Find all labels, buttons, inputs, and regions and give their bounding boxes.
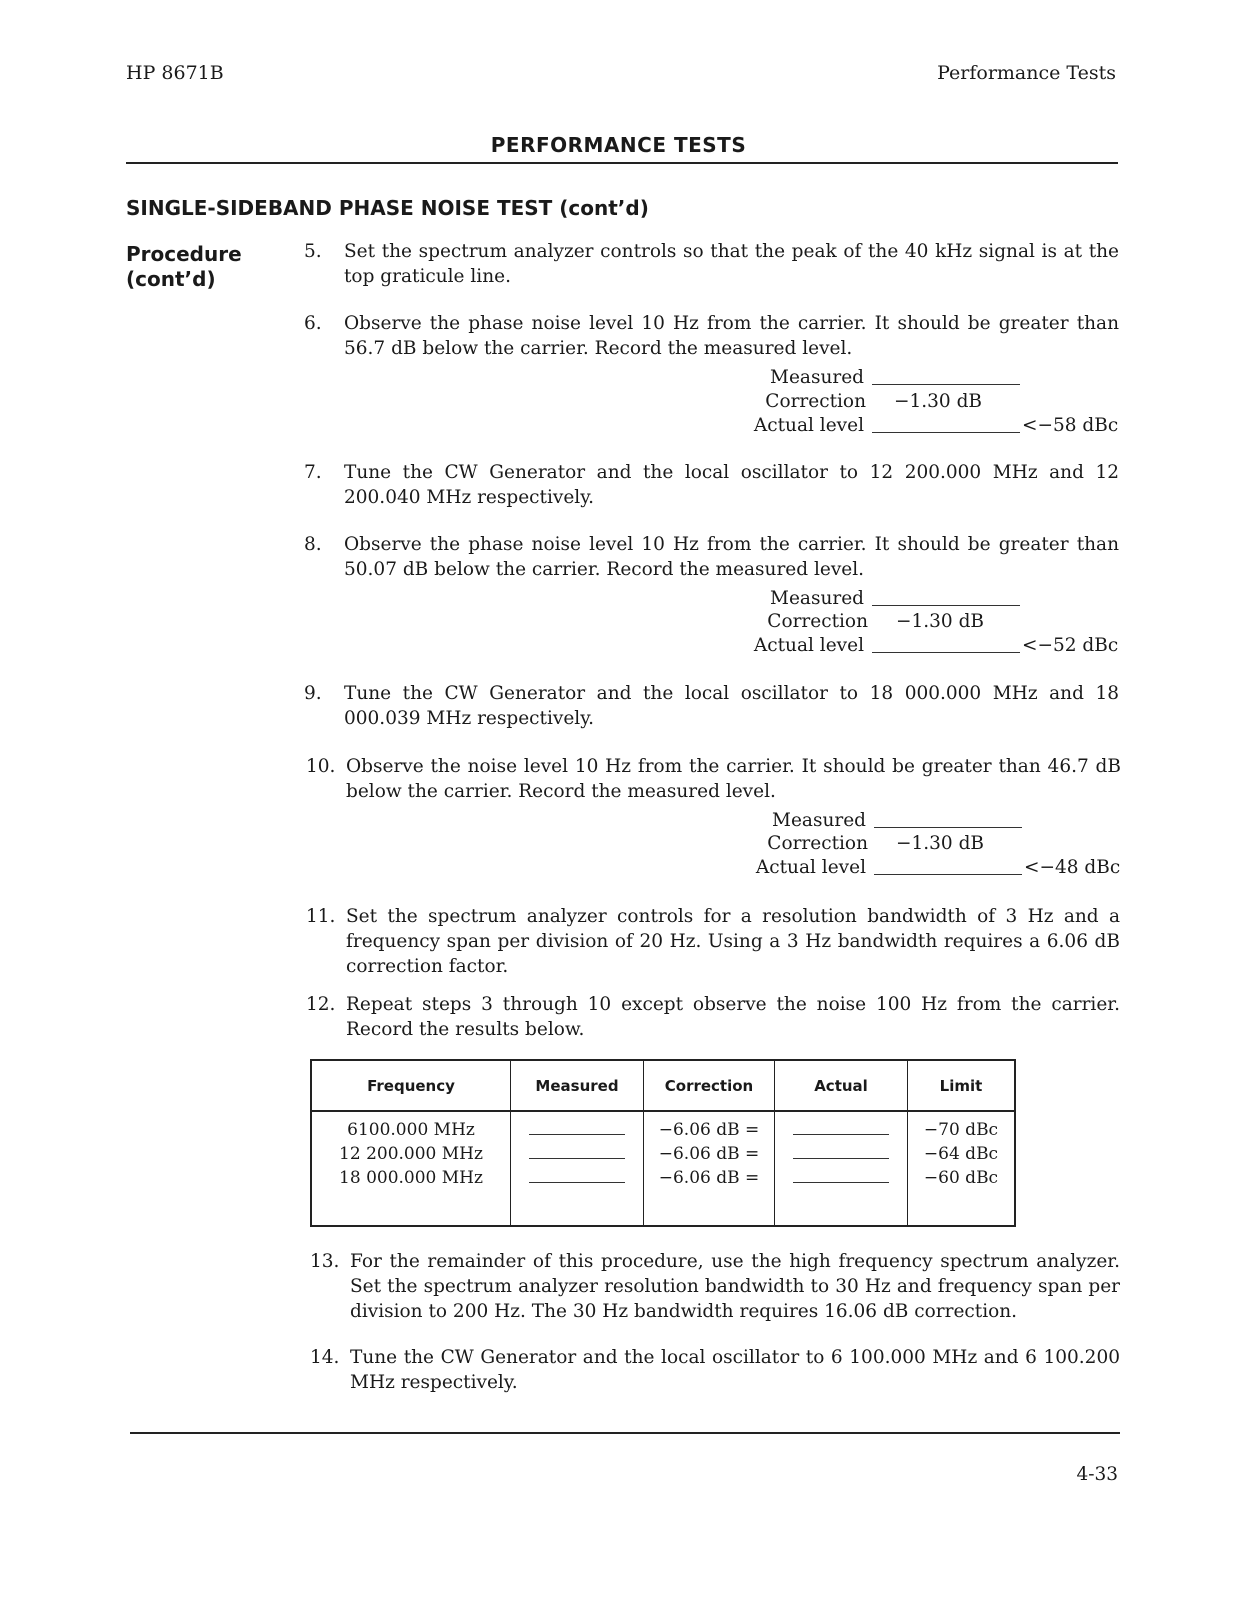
step-number: 11. bbox=[306, 906, 336, 927]
step-10 bbox=[306, 754, 1121, 804]
step-text: For the remainder of this procedure, use the high frequency spectrum analyzer. Set the spectrum analyzer resolution bandwidth to 30 Hz and frequency span per division to 200 Hz. The 30 Hz bandwidth requires 16.06 dB correction. bbox=[350, 1251, 1120, 1322]
correction-label: Correction bbox=[767, 833, 868, 854]
header-model: HP 8671B bbox=[126, 62, 224, 84]
step-text: Tune the CW Generator and the local oscillator to 18 000.000 MHz and 18 000.039 MHz respectively. bbox=[344, 683, 1119, 729]
actual-level-blank bbox=[872, 414, 1020, 433]
limit-cell bbox=[908, 1111, 1016, 1226]
correction-value: −6.06 dB = bbox=[658, 1120, 760, 1140]
step-text: Observe the noise level 10 Hz from the carrier. It should be greater than 46.7 dB below the carrier. Record the measured level. bbox=[346, 756, 1121, 802]
step-8 bbox=[304, 532, 1119, 582]
step-13 bbox=[310, 1249, 1120, 1324]
step-number: 7. bbox=[304, 462, 322, 483]
measured-blank bbox=[874, 809, 1022, 828]
step-6 bbox=[304, 311, 1119, 361]
step-number: 14. bbox=[310, 1347, 340, 1368]
step-number: 9. bbox=[304, 683, 322, 704]
actual-level-blank bbox=[872, 634, 1020, 653]
subsection-title: SINGLE-SIDEBAND PHASE NOISE TEST (cont’d) bbox=[126, 196, 649, 220]
actual-level-label: Actual level bbox=[753, 635, 864, 656]
step-7 bbox=[304, 460, 1119, 510]
measured-blank bbox=[512, 1118, 642, 1142]
correction-value: −1.30 dB bbox=[896, 611, 985, 632]
correction-value: −6.06 dB = bbox=[658, 1144, 760, 1164]
step-text: Repeat steps 3 through 10 except observe the noise 100 Hz from the carrier. Record the results below. bbox=[346, 994, 1120, 1040]
header-actual: Actual bbox=[775, 1060, 908, 1111]
measured-label: Measured bbox=[770, 588, 864, 609]
step-9 bbox=[304, 681, 1119, 731]
correction-label: Correction bbox=[765, 391, 866, 412]
step-number: 10. bbox=[306, 756, 336, 777]
step-text: Set the spectrum analyzer controls for a resolution bandwidth of 3 Hz and a frequency span per division of 20 Hz. Using a 3 Hz bandwidth requires a 6.06 dB correction factor. bbox=[346, 906, 1120, 977]
limit-value: −64 dBc bbox=[923, 1144, 999, 1164]
step-text: Observe the phase noise level 10 Hz from the carrier. It should be greater than 56.7 dB below the carrier. Record the measured level. bbox=[344, 313, 1119, 359]
measured-cell bbox=[511, 1111, 644, 1226]
step-text: Observe the phase noise level 10 Hz from the carrier. It should be greater than 50.07 dB below the carrier. Record the measured level. bbox=[344, 534, 1119, 580]
table-row bbox=[311, 1111, 1015, 1226]
frequency-value: 18 000.000 MHz bbox=[339, 1168, 483, 1188]
correction-value: −6.06 dB = bbox=[658, 1168, 760, 1188]
frequency-cell bbox=[311, 1111, 511, 1226]
step-number: 8. bbox=[304, 534, 322, 555]
limit-value: <−58 dBc bbox=[1022, 415, 1119, 436]
table-header-row bbox=[311, 1060, 1015, 1111]
section-title: PERFORMANCE TESTS bbox=[490, 133, 747, 157]
step-5 bbox=[304, 239, 1119, 289]
bottom-divider bbox=[130, 1432, 1120, 1434]
correction-label: Correction bbox=[767, 611, 868, 632]
measured-blank bbox=[512, 1142, 642, 1166]
header-frequency: Frequency bbox=[311, 1060, 511, 1111]
actual-level-label: Actual level bbox=[753, 415, 864, 436]
limit-value: <−48 dBc bbox=[1024, 857, 1121, 878]
step-number: 6. bbox=[304, 313, 322, 334]
results-table bbox=[310, 1059, 1016, 1227]
header-section: Performance Tests bbox=[937, 62, 1116, 84]
actual-blank bbox=[776, 1166, 906, 1190]
step-number: 12. bbox=[306, 994, 336, 1015]
header-correction: Correction bbox=[644, 1060, 775, 1111]
header-limit: Limit bbox=[908, 1060, 1016, 1111]
header-measured: Measured bbox=[511, 1060, 644, 1111]
actual-level-label: Actual level bbox=[755, 857, 866, 878]
measured-blank bbox=[512, 1166, 642, 1190]
page-number: 4-33 bbox=[1076, 1464, 1118, 1485]
step-11 bbox=[306, 904, 1120, 979]
step-number: 5. bbox=[304, 241, 322, 262]
step-text: Tune the CW Generator and the local oscillator to 12 200.000 MHz and 12 200.040 MHz respectively. bbox=[344, 462, 1119, 508]
step-text: Set the spectrum analyzer controls so that the peak of the 40 kHz signal is at the top graticule line. bbox=[344, 241, 1119, 287]
measured-label: Measured bbox=[770, 367, 864, 388]
limit-value: −60 dBc bbox=[923, 1168, 999, 1188]
frequency-value: 12 200.000 MHz bbox=[339, 1144, 483, 1164]
limit-value: <−52 dBc bbox=[1022, 635, 1119, 656]
actual-level-blank bbox=[874, 856, 1022, 875]
measured-blank bbox=[872, 587, 1020, 606]
actual-blank bbox=[776, 1118, 906, 1142]
step-number: 13. bbox=[310, 1251, 340, 1272]
correction-cell bbox=[644, 1111, 775, 1226]
measured-blank bbox=[872, 366, 1020, 385]
actual-cell bbox=[775, 1111, 908, 1226]
frequency-value: 6100.000 MHz bbox=[347, 1120, 475, 1140]
step-14 bbox=[310, 1345, 1120, 1395]
step-text: Tune the CW Generator and the local oscillator to 6 100.000 MHz and 6 100.200 MHz respectively. bbox=[350, 1347, 1120, 1393]
limit-value: −70 dBc bbox=[923, 1120, 999, 1140]
side-heading: Procedure (cont’d) bbox=[126, 242, 242, 291]
top-divider bbox=[126, 162, 1118, 164]
correction-value: −1.30 dB bbox=[896, 833, 985, 854]
measured-label: Measured bbox=[772, 810, 866, 831]
step-12 bbox=[306, 992, 1120, 1042]
actual-blank bbox=[776, 1142, 906, 1166]
correction-value: −1.30 dB bbox=[894, 391, 983, 412]
